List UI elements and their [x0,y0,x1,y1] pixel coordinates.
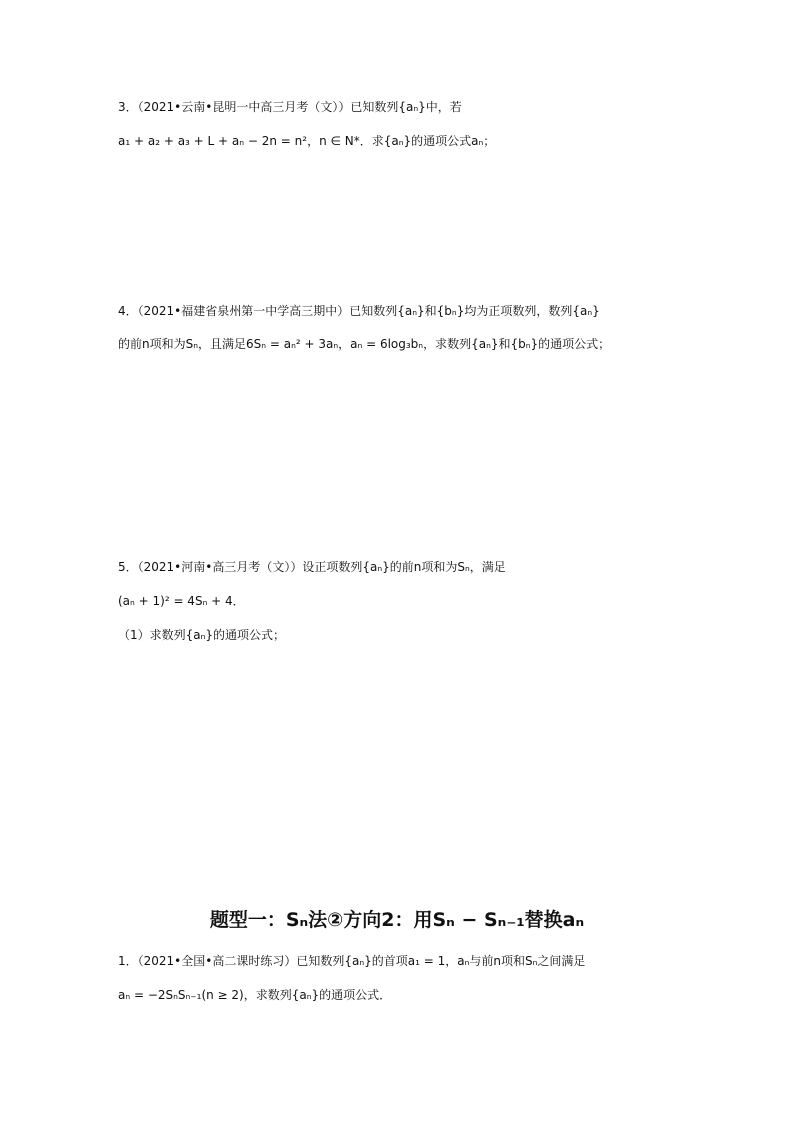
problem-5-line-2: (aₙ + 1)² = 4Sₙ + 4． [118,594,245,608]
section-problem-1-line-1: 1．（2021•全国•高二课时练习）已知数列{aₙ}的首项a₁ = 1，aₙ与前n项和Sₙ之间满足 [118,954,586,968]
problem-5-line-3: （1）求数列{aₙ}的通项公式； [118,628,286,642]
problem-5-line-1: 5．（2021•河南•高三月考（文））设正项数列{aₙ}的前n项和为Sₙ，满足 [118,560,506,574]
problem-3-line-1: 3．（2021•云南•昆明一中高三月考（文））已知数列{aₙ}中，若 [118,100,462,114]
problem-4-line-1: 4．（2021•福建省泉州第一中学高三期中）已知数列{aₙ}和{bₙ}均为正项数列，数列{aₙ} [118,304,600,318]
section-problem-1-line-2: aₙ = −2SₙSₙ₋₁(n ≥ 2)，求数列{aₙ}的通项公式． [118,988,392,1002]
section-heading: 题型一：Sₙ法②方向2：用Sₙ − Sₙ₋₁替换aₙ [209,909,585,931]
problem-3-line-2: a₁ + a₂ + a₃ + L + aₙ − 2n = n²，n ∈ N*．求{aₙ}的通项公式aₙ； [118,134,496,148]
problem-4-line-2: 的前n项和为Sₙ，且满足6Sₙ = aₙ² + 3aₙ，aₙ = 6log₃bₙ，求数列{aₙ}和{bₙ}的通项公式； [118,337,611,351]
